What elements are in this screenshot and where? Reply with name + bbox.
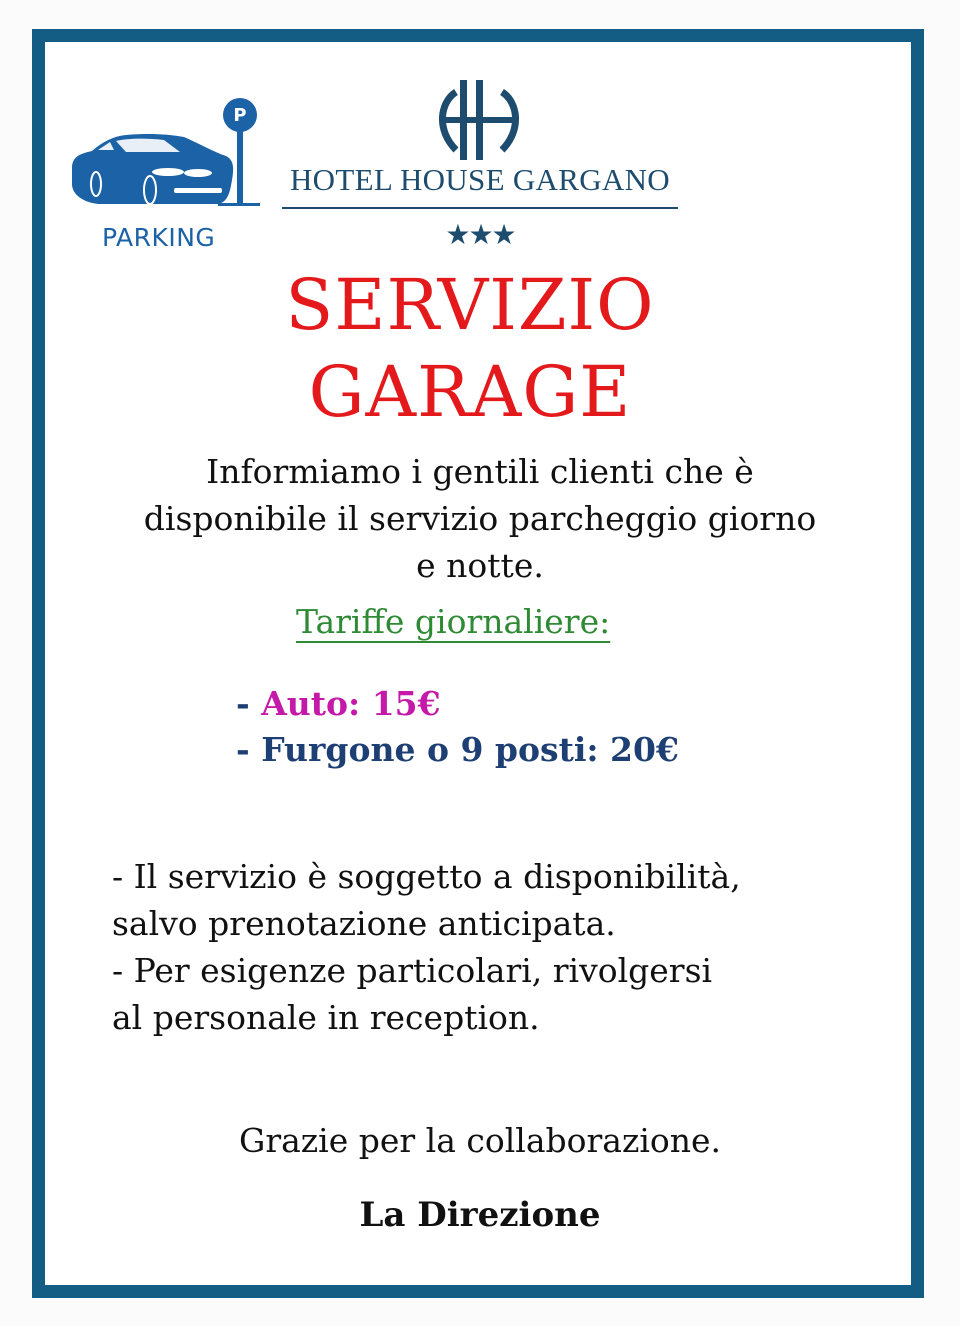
parking-label: PARKING bbox=[102, 223, 216, 252]
bullet-dash: - bbox=[236, 684, 262, 723]
tariff-van-label: Furgone o 9 posti: 20€ bbox=[261, 730, 679, 769]
tariff-auto-label: Auto: 15€ bbox=[261, 684, 441, 723]
signature: La Direzione bbox=[359, 1195, 601, 1235]
hotel-name-divider bbox=[282, 207, 678, 209]
thanks-text: Grazie per la collaborazione. bbox=[238, 1121, 722, 1160]
note-line: salvo prenotazione anticipata. bbox=[112, 904, 616, 943]
intro-line: e notte. bbox=[416, 546, 544, 585]
note-line: al personale in reception. bbox=[112, 998, 540, 1037]
notes-list bbox=[112, 853, 832, 1041]
title-line-2: GARAGE bbox=[308, 351, 632, 433]
intro-paragraph bbox=[100, 448, 860, 589]
hh-monogram-icon bbox=[432, 80, 526, 160]
bullet-dash: - bbox=[236, 730, 262, 769]
intro-line: disponibile il servizio parcheggio giorno bbox=[143, 499, 817, 538]
intro-line: Informiamo i gentili clienti che è bbox=[206, 452, 754, 491]
svg-text:P: P bbox=[233, 105, 247, 126]
title-line-1: SERVIZIO bbox=[285, 264, 655, 346]
note-item bbox=[112, 947, 832, 1041]
star-rating-icon: ★★★ bbox=[445, 218, 515, 251]
tariff-auto bbox=[236, 684, 441, 723]
tariffs-heading: Tariffe giornaliere: bbox=[296, 602, 611, 641]
tariff-van bbox=[236, 730, 679, 769]
note-line: - Per esigenze particolari, rivolgersi bbox=[112, 951, 713, 990]
note-line: - Il servizio è soggetto a disponibilità, bbox=[112, 857, 741, 896]
note-item bbox=[112, 853, 832, 947]
hotel-name: HOTEL HOUSE GARGANO bbox=[290, 162, 670, 197]
